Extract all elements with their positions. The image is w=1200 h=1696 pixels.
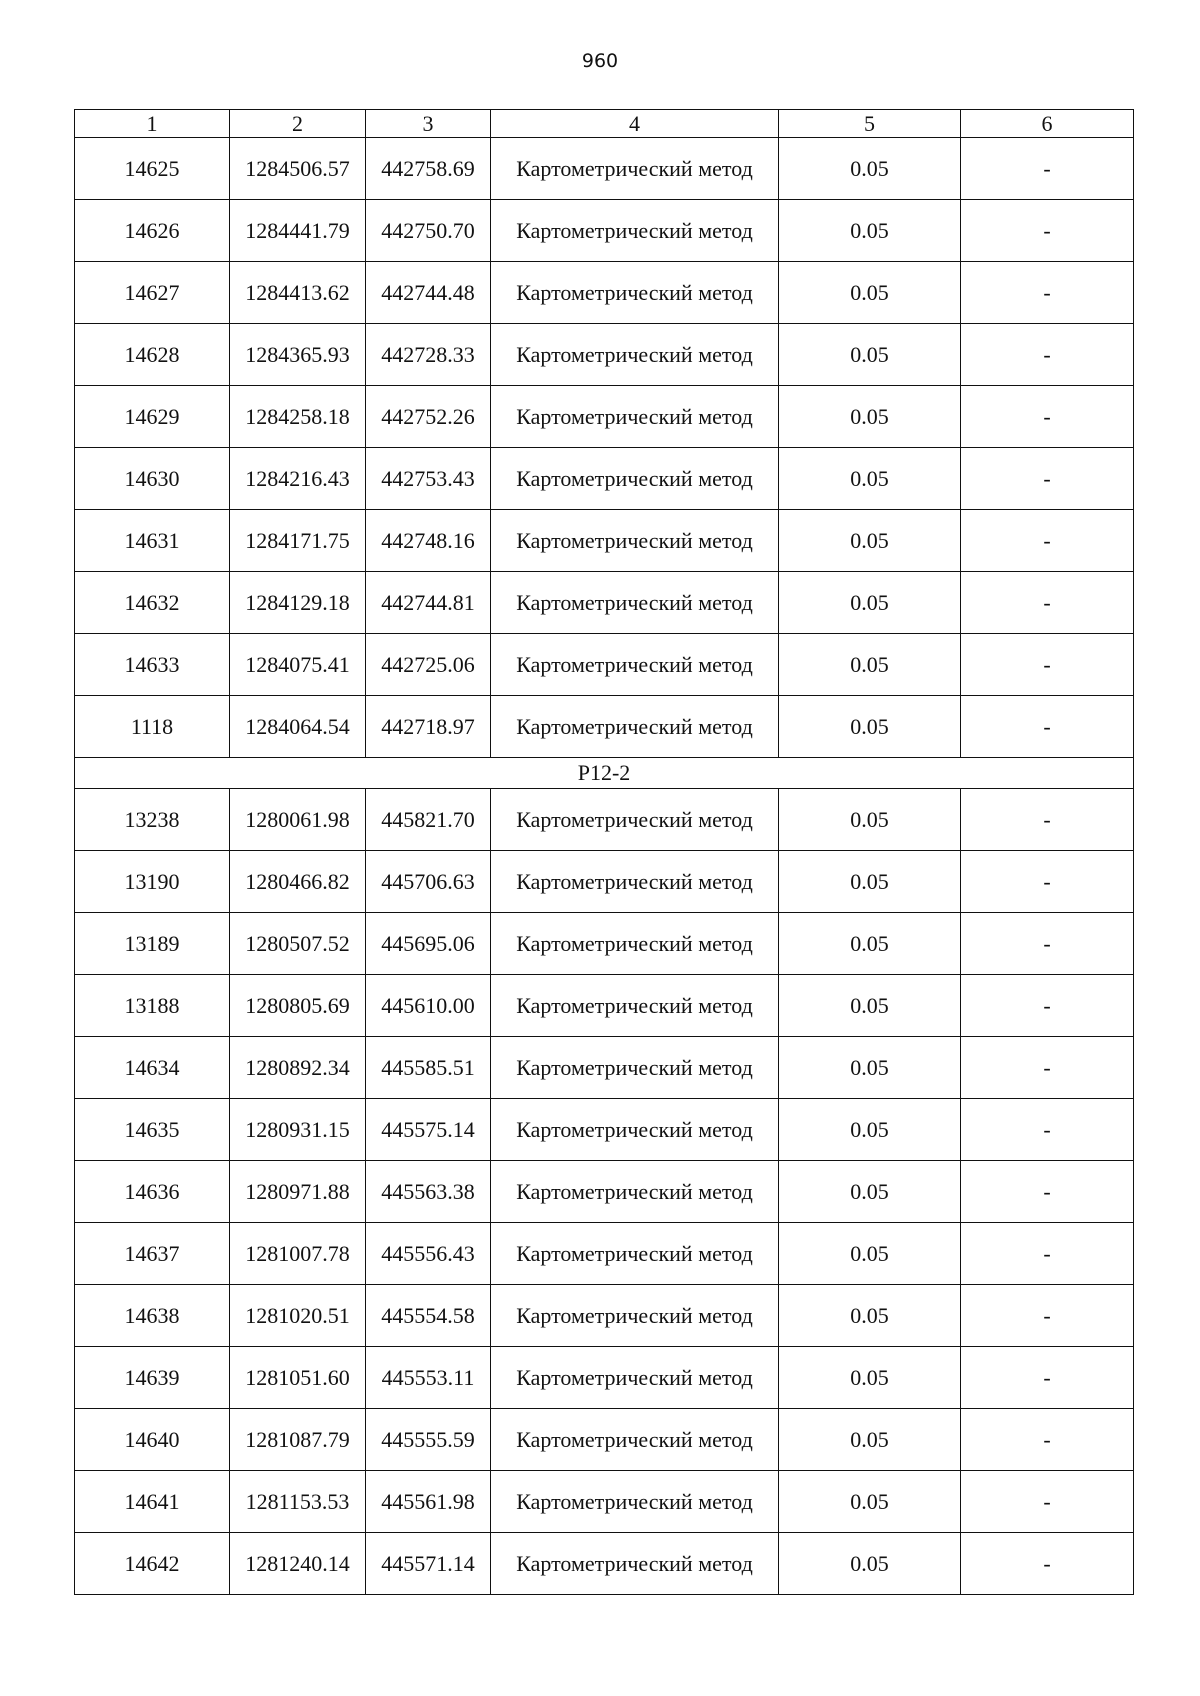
x-coordinate-cell: 1281087.79: [230, 1409, 366, 1471]
accuracy-cell: 0.05: [779, 448, 961, 510]
accuracy-cell: 0.05: [779, 138, 961, 200]
method-cell: Картометрический метод: [491, 1347, 779, 1409]
method-cell: Картометрический метод: [491, 1161, 779, 1223]
point-number-cell: 13238: [75, 789, 230, 851]
column-header: 4: [491, 110, 779, 138]
point-number-cell: 14635: [75, 1099, 230, 1161]
note-cell: -: [961, 1161, 1134, 1223]
point-number-cell: 13190: [75, 851, 230, 913]
note-cell: -: [961, 200, 1134, 262]
table-row: [75, 975, 1134, 1037]
method-cell: Картометрический метод: [491, 1037, 779, 1099]
section-header-row: [75, 758, 1134, 789]
point-number-cell: 14627: [75, 262, 230, 324]
note-cell: -: [961, 913, 1134, 975]
note-cell: -: [961, 696, 1134, 758]
x-coordinate-cell: 1284064.54: [230, 696, 366, 758]
table-row: [75, 696, 1134, 758]
accuracy-cell: 0.05: [779, 1037, 961, 1099]
accuracy-cell: 0.05: [779, 1533, 961, 1595]
x-coordinate-cell: 1281020.51: [230, 1285, 366, 1347]
x-coordinate-cell: 1280931.15: [230, 1099, 366, 1161]
accuracy-cell: 0.05: [779, 1223, 961, 1285]
x-coordinate-cell: 1280507.52: [230, 913, 366, 975]
table-row: [75, 851, 1134, 913]
point-number-cell: 14631: [75, 510, 230, 572]
table-row: [75, 1099, 1134, 1161]
point-number-cell: 14629: [75, 386, 230, 448]
accuracy-cell: 0.05: [779, 572, 961, 634]
table-row: [75, 448, 1134, 510]
method-cell: Картометрический метод: [491, 138, 779, 200]
table-row: [75, 1409, 1134, 1471]
point-number-cell: 14639: [75, 1347, 230, 1409]
column-header: 5: [779, 110, 961, 138]
y-coordinate-cell: 442758.69: [366, 138, 491, 200]
method-cell: Картометрический метод: [491, 448, 779, 510]
column-header: 6: [961, 110, 1134, 138]
point-number-cell: 14642: [75, 1533, 230, 1595]
table-row: [75, 1037, 1134, 1099]
table-row: [75, 1285, 1134, 1347]
y-coordinate-cell: 445556.43: [366, 1223, 491, 1285]
point-number-cell: 14640: [75, 1409, 230, 1471]
accuracy-cell: 0.05: [779, 1161, 961, 1223]
method-cell: Картометрический метод: [491, 1471, 779, 1533]
y-coordinate-cell: 442748.16: [366, 510, 491, 572]
accuracy-cell: 0.05: [779, 1471, 961, 1533]
note-cell: -: [961, 386, 1134, 448]
x-coordinate-cell: 1280971.88: [230, 1161, 366, 1223]
x-coordinate-cell: 1281007.78: [230, 1223, 366, 1285]
point-number-cell: 1118: [75, 696, 230, 758]
section-title: Р12-2: [75, 758, 1134, 789]
accuracy-cell: 0.05: [779, 1347, 961, 1409]
note-cell: -: [961, 1471, 1134, 1533]
x-coordinate-cell: 1284506.57: [230, 138, 366, 200]
note-cell: -: [961, 324, 1134, 386]
method-cell: Картометрический метод: [491, 1409, 779, 1471]
table-row: [75, 789, 1134, 851]
x-coordinate-cell: 1281153.53: [230, 1471, 366, 1533]
coordinates-table: [74, 109, 1134, 1595]
x-coordinate-cell: 1284365.93: [230, 324, 366, 386]
table-row: [75, 262, 1134, 324]
y-coordinate-cell: 445821.70: [366, 789, 491, 851]
table-row: [75, 138, 1134, 200]
table-row: [75, 634, 1134, 696]
accuracy-cell: 0.05: [779, 1099, 961, 1161]
point-number-cell: 14633: [75, 634, 230, 696]
method-cell: Картометрический метод: [491, 572, 779, 634]
y-coordinate-cell: 442752.26: [366, 386, 491, 448]
accuracy-cell: 0.05: [779, 789, 961, 851]
accuracy-cell: 0.05: [779, 1285, 961, 1347]
table-row: [75, 200, 1134, 262]
x-coordinate-cell: 1280805.69: [230, 975, 366, 1037]
accuracy-cell: 0.05: [779, 975, 961, 1037]
accuracy-cell: 0.05: [779, 913, 961, 975]
x-coordinate-cell: 1284171.75: [230, 510, 366, 572]
accuracy-cell: 0.05: [779, 634, 961, 696]
table-body: [75, 110, 1134, 1595]
method-cell: Картометрический метод: [491, 262, 779, 324]
x-coordinate-cell: 1284441.79: [230, 200, 366, 262]
method-cell: Картометрический метод: [491, 634, 779, 696]
note-cell: -: [961, 262, 1134, 324]
note-cell: -: [961, 789, 1134, 851]
x-coordinate-cell: 1280892.34: [230, 1037, 366, 1099]
y-coordinate-cell: 442750.70: [366, 200, 491, 262]
table-row: [75, 913, 1134, 975]
note-cell: -: [961, 1347, 1134, 1409]
y-coordinate-cell: 442728.33: [366, 324, 491, 386]
table-row: [75, 572, 1134, 634]
y-coordinate-cell: 445555.59: [366, 1409, 491, 1471]
accuracy-cell: 0.05: [779, 696, 961, 758]
y-coordinate-cell: 445554.58: [366, 1285, 491, 1347]
method-cell: Картометрический метод: [491, 696, 779, 758]
accuracy-cell: 0.05: [779, 1409, 961, 1471]
note-cell: -: [961, 1533, 1134, 1595]
y-coordinate-cell: 442718.97: [366, 696, 491, 758]
method-cell: Картометрический метод: [491, 510, 779, 572]
method-cell: Картометрический метод: [491, 386, 779, 448]
x-coordinate-cell: 1281240.14: [230, 1533, 366, 1595]
note-cell: -: [961, 851, 1134, 913]
note-cell: -: [961, 634, 1134, 696]
y-coordinate-cell: 445561.98: [366, 1471, 491, 1533]
table-row: [75, 1347, 1134, 1409]
table-row: [75, 386, 1134, 448]
y-coordinate-cell: 445585.51: [366, 1037, 491, 1099]
accuracy-cell: 0.05: [779, 510, 961, 572]
y-coordinate-cell: 445563.38: [366, 1161, 491, 1223]
y-coordinate-cell: 445695.06: [366, 913, 491, 975]
method-cell: Картометрический метод: [491, 851, 779, 913]
y-coordinate-cell: 445553.11: [366, 1347, 491, 1409]
y-coordinate-cell: 442744.81: [366, 572, 491, 634]
method-cell: Картометрический метод: [491, 789, 779, 851]
x-coordinate-cell: 1284129.18: [230, 572, 366, 634]
method-cell: Картометрический метод: [491, 1099, 779, 1161]
note-cell: -: [961, 138, 1134, 200]
accuracy-cell: 0.05: [779, 200, 961, 262]
table-row: [75, 510, 1134, 572]
y-coordinate-cell: 442725.06: [366, 634, 491, 696]
note-cell: -: [961, 1223, 1134, 1285]
y-coordinate-cell: 442753.43: [366, 448, 491, 510]
method-cell: Картометрический метод: [491, 1533, 779, 1595]
method-cell: Картометрический метод: [491, 913, 779, 975]
header-row: [75, 110, 1134, 138]
point-number-cell: 13188: [75, 975, 230, 1037]
point-number-cell: 14638: [75, 1285, 230, 1347]
column-header: 3: [366, 110, 491, 138]
point-number-cell: 14641: [75, 1471, 230, 1533]
accuracy-cell: 0.05: [779, 386, 961, 448]
point-number-cell: 14626: [75, 200, 230, 262]
point-number-cell: 14625: [75, 138, 230, 200]
accuracy-cell: 0.05: [779, 262, 961, 324]
method-cell: Картометрический метод: [491, 1285, 779, 1347]
table-row: [75, 1533, 1134, 1595]
note-cell: -: [961, 572, 1134, 634]
x-coordinate-cell: 1280466.82: [230, 851, 366, 913]
note-cell: -: [961, 1285, 1134, 1347]
method-cell: Картометрический метод: [491, 324, 779, 386]
x-coordinate-cell: 1281051.60: [230, 1347, 366, 1409]
x-coordinate-cell: 1284258.18: [230, 386, 366, 448]
point-number-cell: 13189: [75, 913, 230, 975]
x-coordinate-cell: 1284413.62: [230, 262, 366, 324]
y-coordinate-cell: 442744.48: [366, 262, 491, 324]
method-cell: Картометрический метод: [491, 975, 779, 1037]
y-coordinate-cell: 445571.14: [366, 1533, 491, 1595]
point-number-cell: 14630: [75, 448, 230, 510]
x-coordinate-cell: 1284075.41: [230, 634, 366, 696]
note-cell: -: [961, 1037, 1134, 1099]
column-header: 2: [230, 110, 366, 138]
y-coordinate-cell: 445575.14: [366, 1099, 491, 1161]
note-cell: -: [961, 448, 1134, 510]
method-cell: Картометрический метод: [491, 200, 779, 262]
point-number-cell: 14634: [75, 1037, 230, 1099]
table-row: [75, 1223, 1134, 1285]
y-coordinate-cell: 445610.00: [366, 975, 491, 1037]
table-row: [75, 1471, 1134, 1533]
point-number-cell: 14632: [75, 572, 230, 634]
table-row: [75, 324, 1134, 386]
point-number-cell: 14628: [75, 324, 230, 386]
y-coordinate-cell: 445706.63: [366, 851, 491, 913]
accuracy-cell: 0.05: [779, 324, 961, 386]
x-coordinate-cell: 1284216.43: [230, 448, 366, 510]
column-header: 1: [75, 110, 230, 138]
note-cell: -: [961, 510, 1134, 572]
x-coordinate-cell: 1280061.98: [230, 789, 366, 851]
point-number-cell: 14636: [75, 1161, 230, 1223]
table-row: [75, 1161, 1134, 1223]
accuracy-cell: 0.05: [779, 851, 961, 913]
note-cell: -: [961, 975, 1134, 1037]
note-cell: -: [961, 1099, 1134, 1161]
page-number: 960: [581, 50, 619, 72]
point-number-cell: 14637: [75, 1223, 230, 1285]
method-cell: Картометрический метод: [491, 1223, 779, 1285]
note-cell: -: [961, 1409, 1134, 1471]
